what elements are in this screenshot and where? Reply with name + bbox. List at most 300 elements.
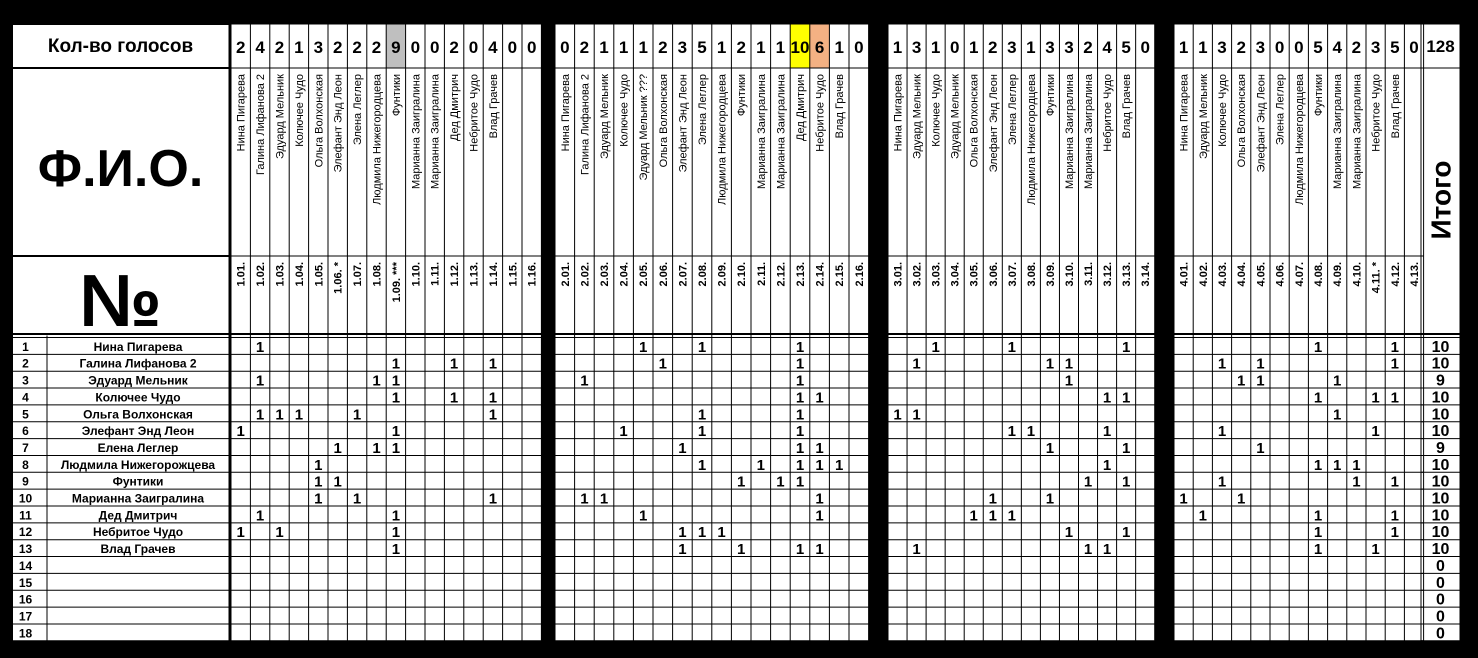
vote-mark: 1: [795, 355, 805, 373]
vote-count: 0: [560, 38, 570, 57]
vote-mark: 1: [391, 439, 401, 457]
vote-count: 1: [716, 38, 727, 57]
nominee-name: Элена Леглер: [697, 74, 709, 146]
vote-mark: 1: [1313, 338, 1323, 356]
vote-mark: 1: [1371, 541, 1380, 559]
row-total: 10: [1431, 338, 1450, 356]
nominee-code: 3.04.: [949, 262, 962, 287]
row-number: 15: [18, 575, 33, 590]
vote-mark: 1: [314, 473, 323, 491]
vote-mark: 1: [1333, 372, 1342, 390]
vote-mark: 1: [737, 473, 746, 491]
vote-mark: 1: [1217, 423, 1227, 441]
nominee-name: Эдуард Мельник: [1197, 74, 1210, 160]
nominee-name: Колючее Чудо: [618, 74, 631, 147]
row-number: 2: [22, 356, 29, 371]
nominee-name: Дед Дмитрич: [795, 74, 807, 141]
nominee-code: 1.04.: [293, 262, 306, 287]
nominee-name: Марианна Заигралина: [429, 74, 442, 190]
vote-mark: 1: [488, 406, 498, 424]
nominee-code: 2.09.: [716, 262, 729, 287]
vote-mark: 1: [1333, 456, 1342, 474]
nominee-name: Людмила Нижегородцева: [1025, 74, 1038, 205]
nominee-code: 2.01.: [559, 262, 572, 287]
vote-count: 1: [294, 38, 304, 57]
row-total: 0: [1436, 608, 1445, 626]
vote-mark: 1: [697, 456, 707, 474]
voter-name: Элефант Энд Леон: [81, 424, 195, 439]
row-total: 10: [1431, 423, 1450, 441]
nominee-name: Элефант Энд Леон: [677, 74, 690, 173]
vote-count: 3: [677, 38, 688, 57]
nominee-name: Небритое Чудо: [468, 74, 481, 152]
nominee-code: 2.07.: [677, 262, 690, 287]
vote-count: 1: [775, 38, 786, 57]
vote-mark: 1: [1217, 473, 1227, 491]
vote-mark: 1: [294, 406, 304, 424]
nominee-code: 2.04.: [618, 262, 631, 287]
vote-count: 0: [1294, 38, 1304, 57]
vote-count: 0: [429, 38, 440, 57]
vote-mark: 1: [391, 524, 401, 542]
vote-mark: 1: [737, 541, 746, 559]
row-number: 9: [22, 474, 29, 489]
nominee-code: 4.10.: [1351, 262, 1364, 287]
nominee-name: Марианна Заигралина: [1063, 74, 1076, 190]
nominee-code: 4.04.: [1236, 262, 1249, 287]
vote-mark: 1: [1121, 524, 1131, 542]
row-total: 10: [1431, 406, 1450, 424]
vote-count: 2: [736, 38, 746, 57]
vote-count: 1: [638, 38, 648, 57]
vote-mark: 1: [391, 507, 401, 525]
vote-mark: 1: [1064, 372, 1074, 390]
vote-mark: 1: [1313, 541, 1323, 559]
vote-mark: 1: [969, 507, 978, 525]
row-number: 8: [22, 457, 29, 472]
nominee-name: Нина Пигарева: [559, 74, 572, 152]
vote-mark: 1: [1371, 423, 1380, 441]
row-number: 12: [18, 525, 33, 540]
nominee-code: 2.10.: [736, 262, 749, 287]
nominee-code: 4.03.: [1217, 262, 1229, 287]
nominee-code: 3.07.: [1006, 262, 1019, 287]
vote-mark: 1: [352, 490, 362, 508]
vote-mark: 1: [815, 490, 824, 508]
vote-mark: 1: [1064, 524, 1074, 542]
nominee-code: 2.06.: [657, 262, 670, 287]
vote-mark: 1: [795, 541, 805, 559]
vote-mark: 1: [1121, 389, 1131, 407]
nominee-code: 3.14.: [1140, 262, 1153, 287]
nominee-code: 1.10.: [410, 262, 423, 287]
vote-count: 1: [1026, 38, 1036, 57]
vote-count: 0: [410, 38, 421, 57]
row-total: 10: [1431, 456, 1450, 474]
vote-mark: 1: [893, 406, 902, 424]
number-label: №: [79, 259, 162, 342]
vote-count: 2: [449, 38, 459, 57]
vote-mark: 1: [236, 423, 245, 441]
nominee-code: 4.06.: [1274, 262, 1287, 287]
vote-mark: 1: [795, 473, 805, 491]
row-number: 18: [18, 626, 33, 641]
vote-count: 2: [352, 38, 362, 57]
vote-mark: 1: [697, 423, 707, 441]
nominee-name: Влад Грачев: [1389, 74, 1402, 139]
nominee-name: Колючее Чудо: [930, 74, 943, 147]
vote-mark: 1: [391, 372, 401, 390]
vote-count: 2: [658, 38, 668, 57]
vote-mark: 1: [488, 389, 498, 407]
nominee-name: Влад Грачев: [1121, 74, 1134, 139]
vote-mark: 1: [1007, 507, 1016, 525]
nominee-name: Колючее Чудо: [1217, 74, 1229, 147]
vote-mark: 1: [1217, 355, 1227, 373]
row-total: 9: [1436, 439, 1445, 457]
nominee-code: 3.10.: [1063, 262, 1076, 287]
vote-count: 10: [790, 38, 810, 57]
vote-mark: 1: [1064, 355, 1074, 373]
vote-mark: 1: [988, 490, 997, 508]
nominee-code: 2.15.: [834, 262, 847, 287]
vote-mark: 1: [795, 423, 805, 441]
nominee-code: 1.14.: [487, 262, 500, 287]
nominee-name: Дед Дмитрич: [449, 74, 462, 141]
vote-mark: 1: [1371, 389, 1380, 407]
vote-mark: 1: [391, 423, 401, 441]
vote-mark: 1: [1198, 507, 1207, 525]
row-total: 10: [1431, 473, 1450, 491]
nominee-code: 1.02.: [255, 262, 268, 287]
vote-mark: 1: [1352, 473, 1361, 491]
nominee-code: 4.11. *: [1370, 262, 1383, 294]
row-number: 17: [18, 609, 33, 624]
vote-count: 4: [255, 38, 265, 57]
vote-mark: 1: [255, 372, 265, 390]
nominee-name: Фунтики: [736, 74, 749, 117]
vote-mark: 1: [1256, 355, 1265, 373]
nominee-name: Эдуард Мельник: [911, 74, 924, 160]
vote-mark: 1: [776, 473, 785, 491]
vote-mark: 1: [333, 439, 342, 457]
nominee-code: 1.05.: [313, 262, 326, 287]
nominee-code: 1.13.: [468, 262, 481, 287]
nominee-code: 1.06. *: [332, 262, 345, 294]
vote-mark: 1: [658, 355, 667, 373]
vote-count: 4: [488, 38, 498, 57]
vote-mark: 1: [1390, 507, 1399, 525]
vote-mark: 1: [1390, 355, 1399, 373]
nominee-name: Нина Пигарева: [235, 74, 248, 152]
nominee-code: 3.05.: [968, 262, 981, 287]
vote-mark: 1: [314, 456, 323, 474]
nominee-name: Людмила Нижегородцева: [716, 74, 729, 205]
nominee-name: Ольга Волхонская: [1236, 74, 1249, 168]
vote-mark: 1: [333, 473, 342, 491]
vote-mark: 1: [639, 338, 648, 356]
nominee-code: 3.13.: [1121, 262, 1134, 287]
nominee-name: Фунтики: [1044, 74, 1057, 117]
nominee-code: 3.06.: [987, 262, 1000, 287]
vote-mark: 1: [1352, 456, 1361, 474]
nominee-name: Элефант Энд Леон: [1255, 74, 1268, 173]
vote-mark: 1: [1102, 389, 1112, 407]
nominee-code: 2.16.: [853, 262, 866, 287]
vote-count: 3: [1045, 38, 1055, 57]
nominee-code: 4.12.: [1389, 262, 1402, 287]
nominee-code: 2.14.: [814, 262, 827, 287]
vote-count: 3: [1255, 38, 1266, 57]
vote-mark: 1: [1179, 490, 1188, 508]
row-total: 10: [1431, 389, 1450, 407]
nominee-name: Элена Леглер: [1274, 74, 1287, 146]
vote-count: 1: [1178, 38, 1189, 57]
nominee-name: Эдуард Мельник: [599, 74, 611, 160]
vote-mark: 1: [1121, 338, 1131, 356]
voter-name: Елена Леглер: [97, 440, 179, 455]
nominee-name: Элена Леглер: [352, 74, 365, 146]
nominee-code: 3.01.: [892, 262, 905, 287]
row-number: 14: [18, 558, 33, 573]
nominee-code: 3.02.: [911, 262, 924, 287]
voter-name: Галина Лифанова 2: [79, 356, 197, 371]
vote-mark: 1: [1007, 423, 1016, 441]
nominee-code: 1.01.: [235, 262, 248, 287]
vote-mark: 1: [1237, 372, 1246, 390]
vote-count: 3: [313, 38, 324, 57]
vote-mark: 1: [912, 355, 921, 373]
vote-mark: 1: [372, 372, 381, 390]
nominee-name: Нина Пигарева: [892, 74, 905, 152]
row-number: 13: [18, 542, 33, 557]
vote-mark: 1: [678, 524, 687, 542]
vote-mark: 1: [236, 524, 245, 542]
nominee-code: 3.09.: [1044, 262, 1057, 287]
row-number: 4: [22, 390, 29, 405]
nominee-code: 1.15.: [507, 262, 520, 287]
vote-mark: 1: [835, 456, 844, 474]
nominee-name: Фунтики: [1313, 74, 1325, 117]
nominee-code: 1.03.: [274, 262, 287, 287]
vote-mark: 1: [255, 338, 265, 356]
vote-mark: 1: [815, 541, 824, 559]
vote-count: 2: [1083, 38, 1093, 57]
row-total: 0: [1436, 574, 1445, 592]
vote-count: 2: [988, 38, 998, 57]
nominee-code: 4.01.: [1178, 262, 1191, 287]
vote-mark: 1: [1390, 338, 1399, 356]
nominee-name: Нина Пигарева: [1178, 74, 1191, 152]
vote-mark: 1: [1390, 524, 1399, 542]
nominee-code: 2.11.: [755, 262, 768, 286]
vote-mark: 1: [391, 389, 401, 407]
vote-mark: 1: [1256, 372, 1265, 390]
nominee-name: Ольга Волхонская: [313, 74, 326, 168]
vote-count: 1: [599, 38, 609, 57]
vote-mark: 1: [1313, 507, 1323, 525]
vote-count: 3: [1007, 38, 1017, 57]
row-total: 10: [1431, 541, 1450, 559]
vote-count: 4: [1102, 38, 1112, 57]
row-total: 0: [1436, 625, 1445, 643]
nominee-name: Влад Грачев: [834, 74, 847, 139]
nominee-code: 4.02.: [1197, 262, 1210, 287]
vote-mark: 1: [1083, 541, 1093, 559]
total-label: Итого: [1425, 160, 1457, 240]
vote-mark: 1: [1256, 439, 1265, 457]
vote-mark: 1: [931, 338, 940, 356]
nominee-name: Марианна Заигралина: [755, 74, 768, 190]
vote-count: 0: [1140, 38, 1150, 57]
nominee-name: Марианна Заигралина: [775, 74, 788, 190]
row-total: 9: [1436, 372, 1445, 390]
vote-mark: 1: [391, 355, 401, 373]
nominee-code: 1.12.: [449, 262, 462, 287]
vote-mark: 1: [815, 439, 824, 457]
row-number: 6: [22, 424, 29, 439]
vote-mark: 1: [912, 406, 921, 424]
vote-count: 0: [949, 38, 960, 57]
nominee-code: 3.03.: [930, 262, 943, 287]
vote-mark: 1: [1390, 389, 1399, 407]
voter-name: Людмила Нижегорожцева: [60, 457, 216, 472]
vote-mark: 1: [697, 524, 707, 542]
vote-mark: 1: [599, 490, 609, 508]
vote-mark: 1: [639, 507, 648, 525]
nominee-name: Фунтики: [390, 74, 403, 117]
vote-mark: 1: [275, 524, 284, 542]
vote-count: 9: [391, 38, 401, 57]
vote-mark: 1: [1007, 338, 1016, 356]
nominee-code: 2.13.: [795, 262, 807, 287]
vote-count: 3: [1370, 38, 1381, 57]
vote-mark: 1: [1313, 456, 1323, 474]
nominee-name: Галина Лифанова 2: [255, 74, 268, 176]
row-number: 5: [22, 407, 29, 422]
nominee-code: 2.05.: [638, 262, 651, 287]
vote-count: 0: [507, 38, 518, 57]
voter-name: Небритое Чудо: [92, 525, 184, 540]
nominee-name: Небритое Чудо: [1370, 74, 1383, 152]
nominee-name: Ольга Волхонская: [657, 74, 670, 168]
vote-mark: 1: [372, 439, 381, 457]
nominee-code: 4.05.: [1255, 262, 1268, 287]
vote-count: 0: [1409, 38, 1419, 57]
nominee-code: 4.07.: [1293, 262, 1306, 287]
vote-mark: 1: [1045, 490, 1055, 508]
vote-count: 1: [1198, 38, 1208, 57]
vote-mark: 1: [1102, 541, 1112, 559]
vote-mark: 1: [1390, 473, 1399, 491]
nominee-code: 4.13.: [1409, 262, 1421, 287]
nominee-name: Людмила Нижегородцева: [371, 74, 384, 205]
vote-mark: 1: [580, 490, 589, 508]
nominee-code: 2.08.: [697, 262, 709, 287]
nominee-name: Эдуард Мельник ???: [638, 74, 651, 181]
nominee-name: Ольга Волхонская: [968, 74, 981, 168]
vote-mark: 1: [619, 423, 628, 441]
vote-mark: 1: [795, 372, 805, 390]
nominee-code: 3.08.: [1025, 262, 1038, 287]
vote-mark: 1: [255, 406, 265, 424]
vote-mark: 1: [988, 507, 997, 525]
row-total: 0: [1436, 591, 1445, 609]
row-number: 3: [22, 373, 29, 388]
vote-mark: 1: [678, 541, 687, 559]
vote-mark: 1: [255, 507, 265, 525]
nominee-name: Галина Лифанова 2: [579, 74, 592, 176]
nominee-code: 1.11.: [429, 262, 442, 286]
voter-name: Фунтики: [112, 474, 164, 489]
vote-count: 0: [854, 38, 864, 57]
vote-count: 2: [274, 38, 285, 57]
vote-count: 1: [834, 38, 844, 57]
vote-count: 0: [468, 38, 479, 57]
nominee-name: Марианна Заигралина: [1351, 74, 1364, 190]
vote-mark: 1: [795, 439, 805, 457]
nominee-name: Людмила Нижегородцева: [1293, 74, 1306, 205]
vote-mark: 1: [795, 456, 805, 474]
nominee-name: Небритое Чудо: [1102, 74, 1115, 152]
vote-mark: 1: [815, 456, 824, 474]
nominee-name: Небритое Чудо: [814, 74, 827, 152]
nominee-name: Марианна Заигралина: [410, 74, 423, 190]
nominee-code: 2.03.: [599, 262, 611, 287]
vote-mark: 1: [697, 406, 707, 424]
vote-mark: 1: [795, 406, 805, 424]
vote-count: 3: [1217, 38, 1227, 57]
vote-count: 2: [332, 38, 343, 57]
vote-count: 6: [814, 38, 825, 57]
vote-count: 1: [892, 38, 903, 57]
nominee-code: 3.11.: [1083, 262, 1096, 286]
row-number: 11: [19, 508, 32, 523]
vote-mark: 1: [717, 524, 726, 542]
nominee-name: Колючее Чудо: [293, 74, 306, 147]
vote-count: 1: [618, 38, 629, 57]
nominee-code: 4.08.: [1313, 262, 1325, 287]
vote-mark: 1: [815, 507, 824, 525]
nominee-name: Элефант Энд Леон: [332, 74, 345, 173]
nominee-name: Влад Грачев: [487, 74, 500, 139]
vote-mark: 1: [352, 406, 362, 424]
row-total: 0: [1436, 557, 1445, 575]
vote-count: 4: [1332, 38, 1342, 57]
vote-mark: 1: [488, 490, 498, 508]
row-total: 10: [1431, 355, 1450, 373]
vote-mark: 1: [449, 389, 459, 407]
vote-mark: 1: [449, 355, 459, 373]
nominee-code: 1.07.: [352, 262, 365, 287]
row-total: 10: [1431, 524, 1450, 542]
vote-mark: 1: [391, 541, 401, 559]
nominee-code: 1.16.: [526, 262, 539, 287]
vote-mark: 1: [1102, 456, 1112, 474]
vote-count: 3: [911, 38, 922, 57]
vote-mark: 1: [697, 338, 707, 356]
voter-name: Марианна Заигралина: [71, 491, 205, 506]
vote-mark: 1: [678, 439, 687, 457]
row-number: 10: [18, 491, 33, 506]
vote-count: 3: [1064, 38, 1074, 57]
nominee-name: Эдуард Мельник: [274, 74, 287, 160]
voter-name: Ольга Волхонская: [83, 407, 193, 422]
vote-mark: 1: [1026, 423, 1036, 441]
nominee-code: 4.09.: [1332, 262, 1345, 287]
vote-mark: 1: [1313, 524, 1323, 542]
vote-count: 0: [526, 38, 537, 57]
